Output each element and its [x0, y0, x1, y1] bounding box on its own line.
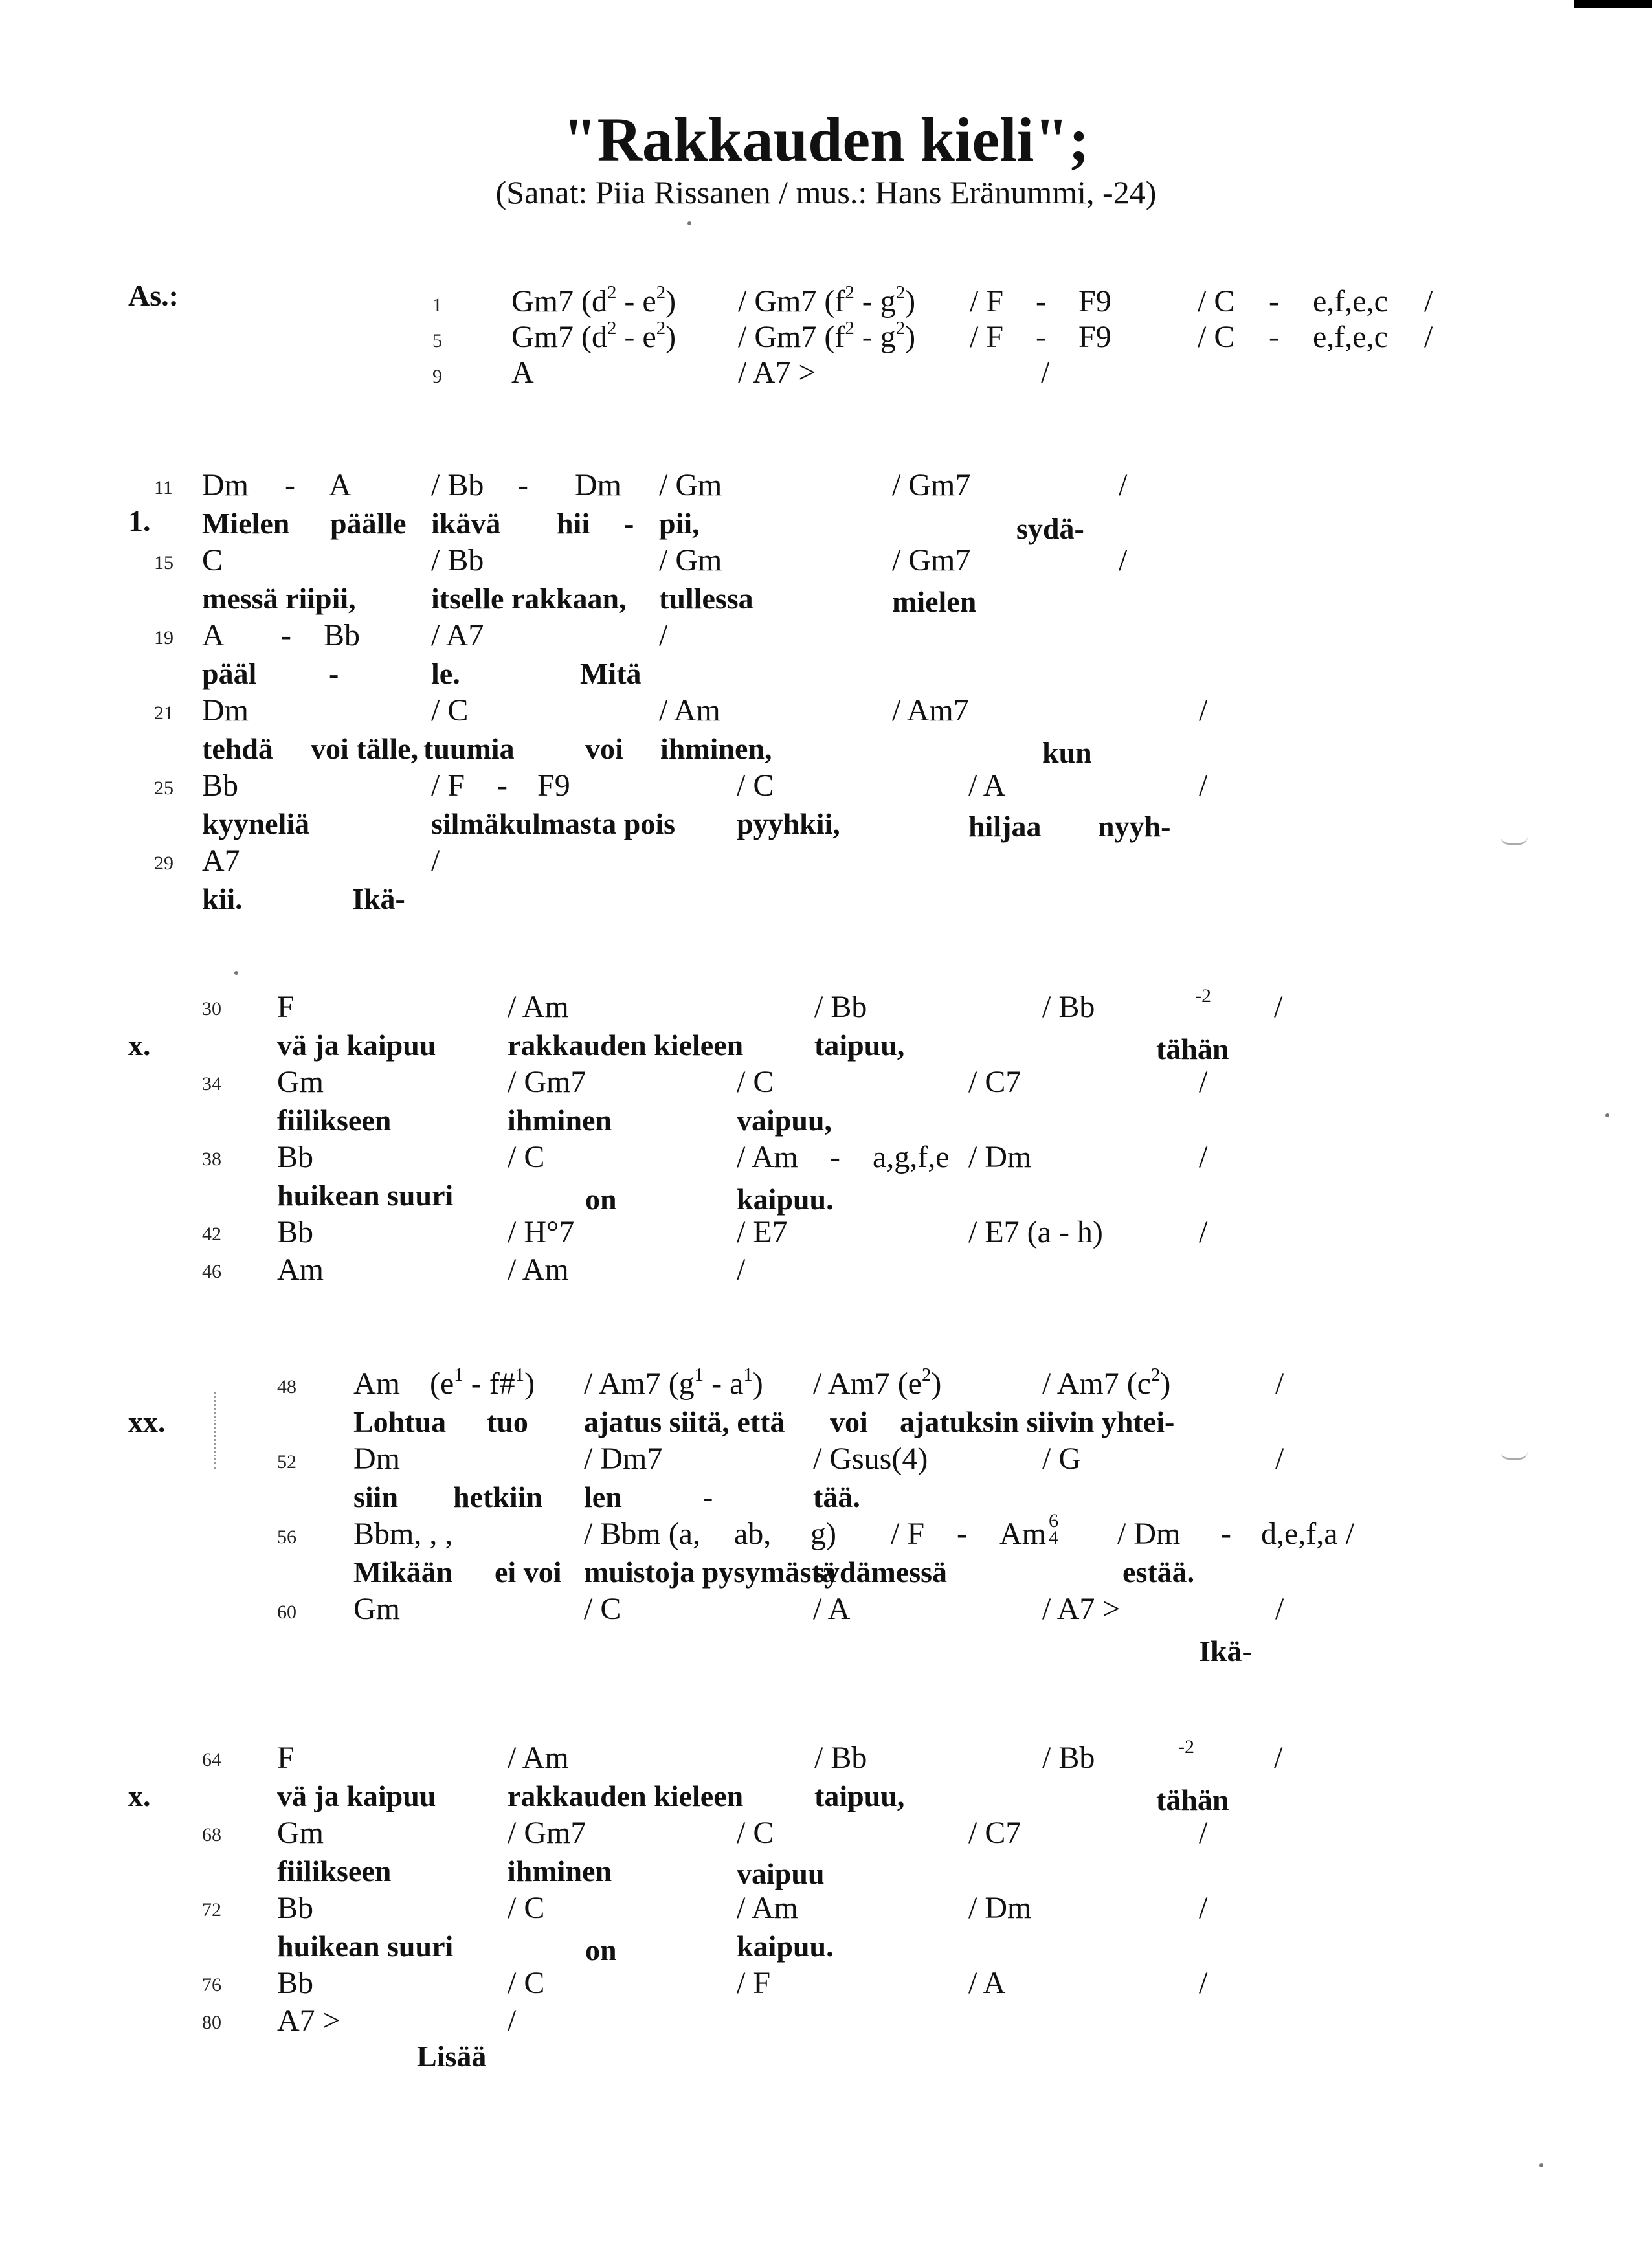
chord: F — [277, 1741, 295, 1775]
scan-mark — [214, 1392, 235, 1469]
chord: / Am — [508, 990, 569, 1024]
lyric: fiilikseen — [277, 1855, 392, 1888]
chord: / Dm — [968, 1891, 1032, 1925]
chord: / C — [508, 1891, 545, 1925]
chord: / C — [508, 1140, 545, 1174]
chord: Am — [277, 1253, 324, 1287]
chord: / F — [970, 320, 1004, 354]
lyric: vä ja kaipuu — [277, 1029, 436, 1062]
chord: A — [511, 355, 534, 390]
chord: / Am — [508, 1741, 569, 1775]
chord: / Am7 — [892, 693, 969, 728]
chord: Gm7 $(d^2 - e^2)$ — [511, 282, 676, 318]
melody-notes: e,f,e,c — [1313, 284, 1388, 318]
scan-speck — [234, 971, 238, 975]
bar-number: 19 — [154, 627, 173, 649]
chord: A7 — [202, 843, 240, 878]
chord: A7 > — [277, 2003, 340, 2038]
lyric: huikean suuri — [277, 1930, 454, 1963]
lyric: pyyhkii, — [737, 807, 840, 840]
lyric: tuo — [487, 1405, 528, 1438]
bar-line: / — [431, 843, 440, 878]
chord: / F — [431, 768, 465, 803]
bar-line: / — [737, 1253, 746, 1287]
dash: - — [1221, 1517, 1231, 1551]
lyric: kii. — [202, 882, 243, 915]
melody-notes: ($e^1$ - f#$^1$) — [430, 1364, 535, 1401]
chord: / E7 (a - h) — [968, 1215, 1103, 1249]
bar-number: 29 — [154, 853, 173, 874]
lyric: tehdä — [202, 732, 273, 765]
chord: / A — [813, 1592, 851, 1626]
section-marker: As.: — [128, 279, 179, 312]
scan-edge-mark — [1574, 0, 1652, 8]
lyric: - — [624, 507, 634, 540]
lyric: ajatuksin siivin yhtei- — [900, 1405, 1175, 1438]
chord: A — [329, 468, 352, 502]
lyric: nyyh- — [1098, 810, 1171, 843]
bar-line: / — [1424, 320, 1433, 354]
chord: / A7 > — [1042, 1592, 1121, 1626]
chord: Gm — [353, 1592, 400, 1626]
lyric: Ikä- — [352, 882, 405, 915]
bar-number: 46 — [202, 1261, 221, 1282]
bar-number: 9 — [432, 366, 442, 387]
chord: Dm — [202, 468, 249, 502]
bar-number: 38 — [202, 1148, 221, 1170]
chord: Bb — [277, 1891, 314, 1925]
chord: F — [277, 990, 295, 1024]
section-marker: 1. — [128, 504, 151, 537]
lyric: ihminen — [508, 1104, 612, 1137]
chord: Bb — [277, 1215, 314, 1249]
lyric: vaipuu — [737, 1857, 825, 1890]
bar-number: 72 — [202, 1899, 221, 1921]
bar-number: 25 — [154, 777, 173, 799]
lyric: päälle — [330, 507, 407, 540]
bar-line: / — [1199, 1966, 1208, 2000]
bar-number: 5 — [432, 330, 442, 351]
lyric: tuumia — [423, 732, 515, 765]
lyric: huikean suuri — [277, 1179, 454, 1212]
chord: Dm — [575, 468, 621, 502]
bar-line: / — [1199, 1065, 1208, 1099]
chord: / Bb — [814, 1741, 867, 1775]
lyric: ei voi — [495, 1555, 562, 1589]
chord: / C — [1198, 320, 1235, 354]
chord: / C — [508, 1966, 545, 2000]
bar-line: / — [1274, 1741, 1283, 1775]
lyric: Lohtua — [353, 1405, 447, 1438]
chord: / Am — [508, 1253, 569, 1287]
bar-line: / — [1199, 1816, 1208, 1850]
chord: F9 — [1078, 284, 1111, 318]
bar-line: / — [1199, 693, 1208, 728]
melody-notes: a,g,f,e — [873, 1140, 950, 1174]
chord: / Am — [659, 693, 720, 728]
page-title: "Rakkauden kieli"; — [563, 105, 1089, 174]
lyric: ikävä — [431, 507, 501, 540]
lyric: ihminen, — [660, 732, 772, 765]
lyric: kaipuu. — [737, 1930, 834, 1963]
chord-alteration: -2 — [1195, 985, 1211, 1007]
dash: - — [1036, 320, 1046, 354]
chord: / G — [1042, 1442, 1081, 1476]
bar-number: 68 — [202, 1824, 221, 1845]
bar-line: / — [1119, 468, 1128, 502]
dash: - — [830, 1140, 840, 1174]
lyric: sydä- — [1016, 512, 1084, 545]
chord: / Am — [737, 1891, 798, 1925]
chord: Bbm, , , — [353, 1517, 453, 1551]
chord: / Bbm (a, — [584, 1517, 700, 1551]
chord: / Bb — [1042, 1741, 1095, 1775]
chord: / C — [1198, 284, 1235, 318]
lyric: silmäkulmasta pois — [431, 807, 676, 840]
chord: / Gm7 — [892, 543, 971, 577]
chord: / Gm — [659, 543, 722, 577]
lyric: hii — [557, 507, 590, 540]
lyric: voi — [585, 732, 623, 765]
chord: / Bb — [814, 990, 867, 1024]
lyric: pääl — [202, 657, 257, 690]
lyric: itselle rakkaan, — [431, 582, 627, 615]
lyric: voi tälle, — [311, 732, 419, 765]
bar-number: 48 — [277, 1376, 296, 1398]
chord: / Gm7 — [508, 1065, 586, 1099]
bar-line: / — [1275, 1442, 1284, 1476]
bar-line: / — [1199, 1140, 1208, 1174]
dash: - — [497, 768, 508, 803]
bar-number: 1 — [432, 295, 442, 316]
chord: Dm — [202, 693, 249, 728]
chord: / C7 — [968, 1816, 1021, 1850]
chord: / C — [584, 1592, 621, 1626]
lyric: vä ja kaipuu — [277, 1779, 436, 1812]
bar-line: / — [1041, 355, 1050, 390]
chord-alteration: -2 — [1178, 1736, 1194, 1757]
melody-notes: g) — [810, 1517, 836, 1551]
lyric: rakkauden kieleen — [508, 1029, 744, 1062]
dash: - — [285, 468, 295, 502]
bar-number: 30 — [202, 998, 221, 1020]
chord: / E7 — [737, 1215, 788, 1249]
melody-notes: ab, — [734, 1517, 772, 1551]
bar-number: 34 — [202, 1073, 221, 1095]
lyric: sydämessä — [813, 1555, 948, 1589]
chord: / Am7 $(e^2)$ — [813, 1364, 942, 1401]
bar-line: / — [659, 618, 668, 652]
lyric: tähän — [1156, 1032, 1229, 1065]
section-marker: x. — [128, 1779, 151, 1812]
lyric: pii, — [659, 507, 700, 540]
scan-speck — [687, 221, 691, 225]
chord: / F — [891, 1517, 925, 1551]
scan-speck — [1539, 2163, 1543, 2167]
section-marker: xx. — [128, 1405, 166, 1438]
lyric: muistoja pysymästä — [584, 1555, 836, 1589]
lyric: kun — [1042, 736, 1092, 769]
chord: / Am7 $(g^1 - a^1)$ — [584, 1364, 763, 1401]
lyric: on — [585, 1183, 617, 1216]
section-marker: x. — [128, 1029, 151, 1062]
chord: / Dm — [1117, 1517, 1181, 1551]
chord: / Gsus(4) — [813, 1442, 928, 1476]
bar-line: / — [1199, 1215, 1208, 1249]
chord: Bb — [277, 1140, 314, 1174]
lyric: ajatus siitä, että — [584, 1405, 785, 1438]
lyric: Ikä- — [1199, 1634, 1252, 1667]
bar-number: 80 — [202, 2012, 221, 2033]
lyric: hetkiin — [453, 1480, 543, 1513]
chord: Am 6 4 — [999, 1510, 1058, 1551]
lyric: Mikään — [353, 1555, 453, 1589]
lyric: len — [584, 1480, 622, 1513]
chord: / C — [737, 768, 774, 803]
chord: / Am — [737, 1140, 798, 1174]
lyric: - — [329, 657, 339, 690]
bar-line: / — [1199, 1891, 1208, 1925]
bar-line: / — [1424, 284, 1433, 318]
lyric: taipuu, — [814, 1029, 905, 1062]
chord: Gm — [277, 1065, 324, 1099]
chord: / A — [968, 1966, 1006, 2000]
bar-line: / — [1199, 768, 1208, 803]
lyric: on — [585, 1934, 617, 1967]
chord: / Dm7 — [584, 1442, 663, 1476]
chord: / A7 — [431, 618, 484, 652]
chord: A — [202, 618, 225, 652]
dash: - — [518, 468, 528, 502]
lyric: ihminen — [508, 1855, 612, 1888]
chord: C — [202, 543, 223, 577]
chord: / C7 — [968, 1065, 1021, 1099]
chord: Gm7 $(d^2 - e^2)$ — [511, 317, 676, 354]
bar-line: / — [1119, 543, 1128, 577]
lyric: tää. — [813, 1480, 860, 1513]
chord: Bb — [277, 1966, 314, 2000]
lyric: Lisää — [417, 2040, 487, 2073]
chord: / Am7 $(c^2)$ — [1042, 1364, 1171, 1401]
bar-number: 60 — [277, 1601, 296, 1623]
chord: Bb — [324, 618, 361, 652]
chord: / Bb — [431, 468, 484, 502]
melody-notes: d,e,f,a / — [1261, 1517, 1354, 1551]
chord: Gm — [277, 1816, 324, 1850]
dash: - — [957, 1517, 967, 1551]
chord: / Gm7 — [892, 468, 971, 502]
lyric: hiljaa — [968, 810, 1042, 843]
chord: / Gm7 — [508, 1816, 586, 1850]
chord: / A7 > — [738, 355, 816, 390]
bar-number: 64 — [202, 1749, 221, 1770]
scan-speck — [1605, 1113, 1609, 1117]
lyric: Mitä — [580, 657, 642, 690]
bar-number: 76 — [202, 1974, 221, 1996]
bar-number: 15 — [154, 552, 173, 574]
chord: / C — [737, 1065, 774, 1099]
lyric: - — [703, 1480, 713, 1513]
chord: / C — [737, 1816, 774, 1850]
lyric: tähän — [1156, 1783, 1229, 1816]
chord: / A — [968, 768, 1006, 803]
lyric: taipuu, — [814, 1779, 905, 1812]
chord: F9 — [1078, 320, 1111, 354]
chord: Dm — [353, 1442, 400, 1476]
bar-line: / — [1274, 990, 1283, 1024]
chord: / C — [431, 693, 469, 728]
chord: / Gm — [659, 468, 722, 502]
chord: Bb — [202, 768, 239, 803]
bar-number: 42 — [202, 1223, 221, 1245]
lyric: voi — [830, 1405, 868, 1438]
bar-number: 52 — [277, 1451, 296, 1473]
chord: F9 — [537, 768, 570, 803]
lyric: Mielen — [202, 507, 290, 540]
lyric: siin — [353, 1480, 399, 1513]
chord: / H°7 — [508, 1215, 575, 1249]
melody-notes: e,f,e,c — [1313, 320, 1388, 354]
chord: / Bb — [1042, 990, 1095, 1024]
bar-line: / — [1275, 1592, 1284, 1626]
bar-number: 11 — [154, 477, 173, 498]
lyric: estää. — [1122, 1555, 1195, 1589]
bar-line: / — [1275, 1366, 1284, 1401]
bar-number: 56 — [277, 1526, 296, 1548]
chord: / Bb — [431, 543, 484, 577]
chord: / Gm7 $(f^2 - g^2)$ — [738, 317, 916, 354]
lyric: fiilikseen — [277, 1104, 392, 1137]
chord: Am — [353, 1366, 400, 1401]
dash: - — [281, 618, 291, 652]
lyric: tullessa — [659, 582, 753, 615]
chord: / Dm — [968, 1140, 1032, 1174]
lyric: kaipuu. — [737, 1183, 834, 1216]
chord: / Gm7 $(f^2 - g^2)$ — [738, 282, 916, 318]
chord: / F — [737, 1966, 771, 2000]
lyric: rakkauden kieleen — [508, 1779, 744, 1812]
lyric: mielen — [892, 585, 977, 618]
lyric: le. — [431, 657, 460, 690]
lyric: kyyneliä — [202, 807, 310, 840]
bar-line: / — [508, 2003, 517, 2038]
bar-number: 21 — [154, 702, 173, 724]
dash: - — [1036, 284, 1046, 318]
page-subtitle: (Sanat: Piia Rissanen / mus.: Hans Eränummi, -24) — [495, 174, 1157, 210]
scan-mark — [1501, 836, 1528, 845]
lyric: messä riipii, — [202, 582, 356, 615]
scan-mark — [1501, 1451, 1528, 1460]
dash: - — [1269, 284, 1279, 318]
chord: / F — [970, 284, 1004, 318]
lyric: vaipuu, — [737, 1104, 832, 1137]
dash: - — [1269, 320, 1279, 354]
